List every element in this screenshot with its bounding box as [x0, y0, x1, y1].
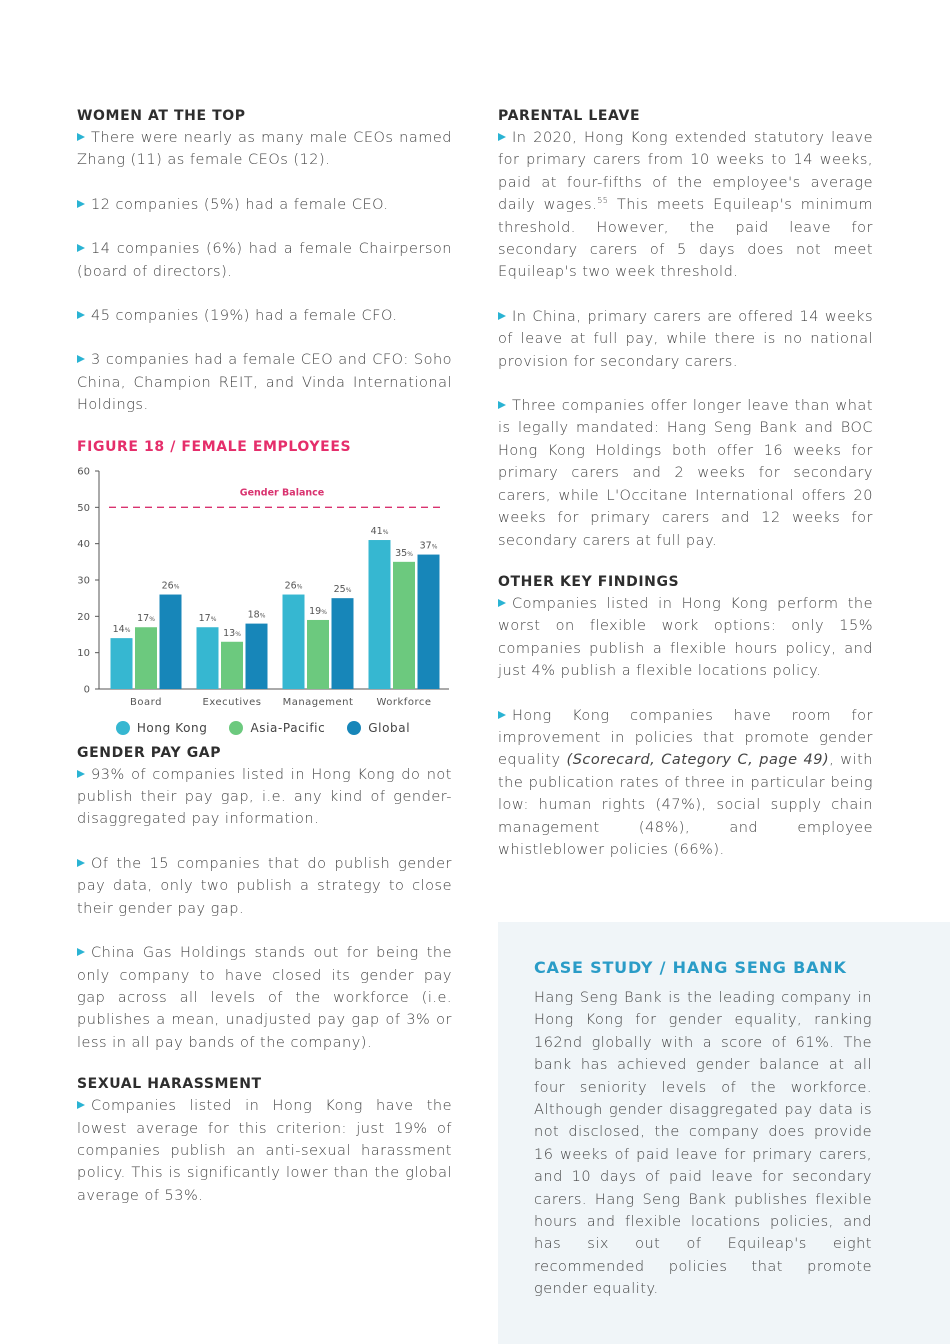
- triangle-bullet-icon: [77, 355, 85, 363]
- x-tick-label: Management: [282, 696, 354, 708]
- bar-asia-pacific-board: [135, 627, 157, 689]
- data-label: 26%: [161, 580, 180, 592]
- y-tick-label: 50: [77, 502, 90, 514]
- data-label: 14%: [112, 623, 131, 635]
- gender-pay-gap-heading: GENDER PAY GAP: [77, 744, 222, 761]
- list-item: 45 companies (19%) had a female CFO.: [77, 305, 452, 327]
- bar-asia-pacific-workforce: [393, 561, 415, 688]
- triangle-bullet-icon: [498, 599, 506, 607]
- y-tick-label: 60: [77, 466, 90, 478]
- y-tick-label: 20: [77, 611, 90, 623]
- list-item: Hong Kong companies have room for improvement in policies that promote gender equality (Scorecard, Category C, page 49), with the publication rates of three in particular being low: human rights (47%), social supply chain management (48%), and employee whistleblower policies (66%).: [498, 707, 873, 858]
- triangle-bullet-icon: [77, 770, 85, 778]
- case-study-title: CASE STUDY / HANG SENG BANK: [534, 958, 847, 977]
- other-key-findings-heading: OTHER KEY FINDINGS: [498, 573, 680, 590]
- data-label: 35%: [395, 547, 413, 559]
- bar-hong-kong-executives: [197, 627, 219, 689]
- triangle-bullet-icon: [498, 312, 506, 320]
- triangle-bullet-icon: [77, 244, 85, 252]
- list-item: Companies listed in Hong Kong have the lowest average for this criterion: just 19% of companies publish an anti-sexual harassment policy. This is significantly lower than the global average of 53%.: [77, 1098, 452, 1204]
- data-label: 26%: [284, 580, 303, 592]
- data-label: 18%: [247, 609, 266, 621]
- bar-asia-pacific-executives: [221, 641, 243, 688]
- bar-hong-kong-workforce: [369, 540, 391, 689]
- bar-asia-pacific-management: [307, 620, 329, 689]
- figure-title: FIGURE 18 / FEMALE EMPLOYEES: [77, 438, 352, 455]
- case-study-text: Hang Seng Bank is the leading company in Hong Kong for gender equality, ranking 162nd globally with a score of 61%. The bank has achieved gender balance at all four seniority levels of the workforce. Although gender disaggregated pay data is not disclosed, the company does provide 16 weeks of paid leave for primary carers, and 10 days of paid leave for secondary carers. Hang Seng Bank publishes flexible hours and flexible locations policies, and has six out of Equileap's eight recommended policies that promote gender equality.: [534, 990, 872, 1298]
- data-label: 17%: [198, 612, 217, 624]
- triangle-bullet-icon: [498, 133, 506, 141]
- list-item: In 2020, Hong Kong extended statutory leave for primary carers from 10 weeks to 14 weeks, paid at four-fifths of the employee's average daily wages.$^{55}$ This meets Equileap's minimum threshold. However, the paid leave for secondary carers of 5 days does not meet Equileap's two week threshold.: [498, 130, 874, 281]
- y-tick-label: 30: [77, 575, 90, 587]
- bar-chart-svg: [73, 465, 453, 715]
- triangle-bullet-icon: [77, 311, 85, 319]
- triangle-bullet-icon: [77, 200, 85, 208]
- sexual-harassment-heading: SEXUAL HARASSMENT: [77, 1076, 262, 1093]
- list-item: China Gas Holdings stands out for being the only company to have closed its gender pay gap across all levels of the workforce (i.e. publishes a mean, unadjusted pay gap of 3% or less in all pay bands of the company).: [77, 945, 452, 1051]
- legend-swatch: [347, 721, 361, 735]
- x-tick-label: Board: [130, 696, 162, 708]
- x-tick-label: Executives: [202, 696, 262, 708]
- list-item: In China, primary carers are offered 14 weeks of leave at full pay, while there is no national provision for secondary carers.: [498, 308, 873, 370]
- list-item: 12 companies (5%) had a female CEO.: [77, 194, 452, 216]
- list-item: Companies listed in Hong Kong perform the worst on flexible work options: only 15% companies publish a flexible hours policy, and just 4% publish a flexible locations policy.: [498, 595, 873, 680]
- y-tick-label: 0: [83, 684, 90, 696]
- women-at-top-heading: WOMEN AT THE TOP: [77, 108, 246, 124]
- list-item: There were nearly as many male CEOs named Zhang (11) as female CEOs (12).: [77, 130, 452, 169]
- bar-global-workforce: [418, 554, 440, 688]
- legend-item-asia-pacific: Asia-Pacific: [229, 721, 325, 735]
- right-column: [498, 108, 873, 883]
- bar-global-board: [160, 594, 182, 688]
- y-tick-label: 40: [77, 538, 90, 550]
- parental-leave-heading: PARENTAL LEAVE: [498, 108, 641, 124]
- triangle-bullet-icon: [77, 133, 85, 141]
- triangle-bullet-icon: [498, 401, 506, 409]
- data-label: 37%: [419, 540, 438, 552]
- legend-item-hong-kong: Hong Kong: [116, 721, 208, 735]
- case-study-box: [498, 922, 950, 1344]
- x-tick-label: Workforce: [376, 696, 432, 708]
- list-item: 3 companies had a female CEO and CFO: Soho China, Champion REIT, and Vinda International Holdings.: [77, 352, 452, 414]
- bar-hong-kong-board: [111, 638, 133, 689]
- triangle-bullet-icon: [77, 948, 85, 956]
- list-item: Three companies offer longer leave than what is legally mandated: Hang Seng Bank and BOC Hong Kong Holdings both offer 16 weeks for primary carers and 2 weeks for secondary carers, while L'Occitane International offers 20 weeks for primary carers and 12 weeks for secondary carers at full pay.: [498, 398, 873, 549]
- triangle-bullet-icon: [498, 711, 506, 719]
- bar-global-management: [332, 598, 354, 689]
- data-label: 25%: [333, 583, 352, 595]
- chart-legend: [73, 721, 453, 735]
- legend-item-global: Global: [347, 721, 410, 735]
- data-label: 41%: [370, 525, 389, 537]
- bar-hong-kong-management: [283, 594, 305, 688]
- list-item: 93% of companies listed in Hong Kong do not publish their pay gap, i.e. any kind of gender-disaggregated pay information.: [77, 766, 452, 828]
- triangle-bullet-icon: [77, 859, 85, 867]
- data-label: 17%: [137, 612, 155, 624]
- data-label: 19%: [309, 605, 327, 617]
- case-study-content: [534, 958, 872, 1301]
- footnote-ref: 55: [597, 196, 609, 206]
- legend-swatch: [229, 721, 243, 735]
- gender-balance-label: Gender Balance: [239, 486, 325, 498]
- female-employees-chart: [73, 465, 453, 745]
- list-item: Of the 15 companies that do publish gender pay data, only two publish a strategy to close their gender pay gap.: [77, 855, 452, 917]
- left-column: [77, 108, 452, 1229]
- legend-swatch: [116, 721, 130, 735]
- data-label: 13%: [223, 627, 241, 639]
- y-tick-label: 10: [77, 647, 90, 659]
- scorecard-reference: (Scorecard, Category C, page 49): [566, 752, 830, 769]
- triangle-bullet-icon: [77, 1101, 85, 1109]
- list-item: 14 companies (6%) had a female Chairperson (board of directors).: [77, 241, 452, 280]
- bar-global-executives: [246, 623, 268, 688]
